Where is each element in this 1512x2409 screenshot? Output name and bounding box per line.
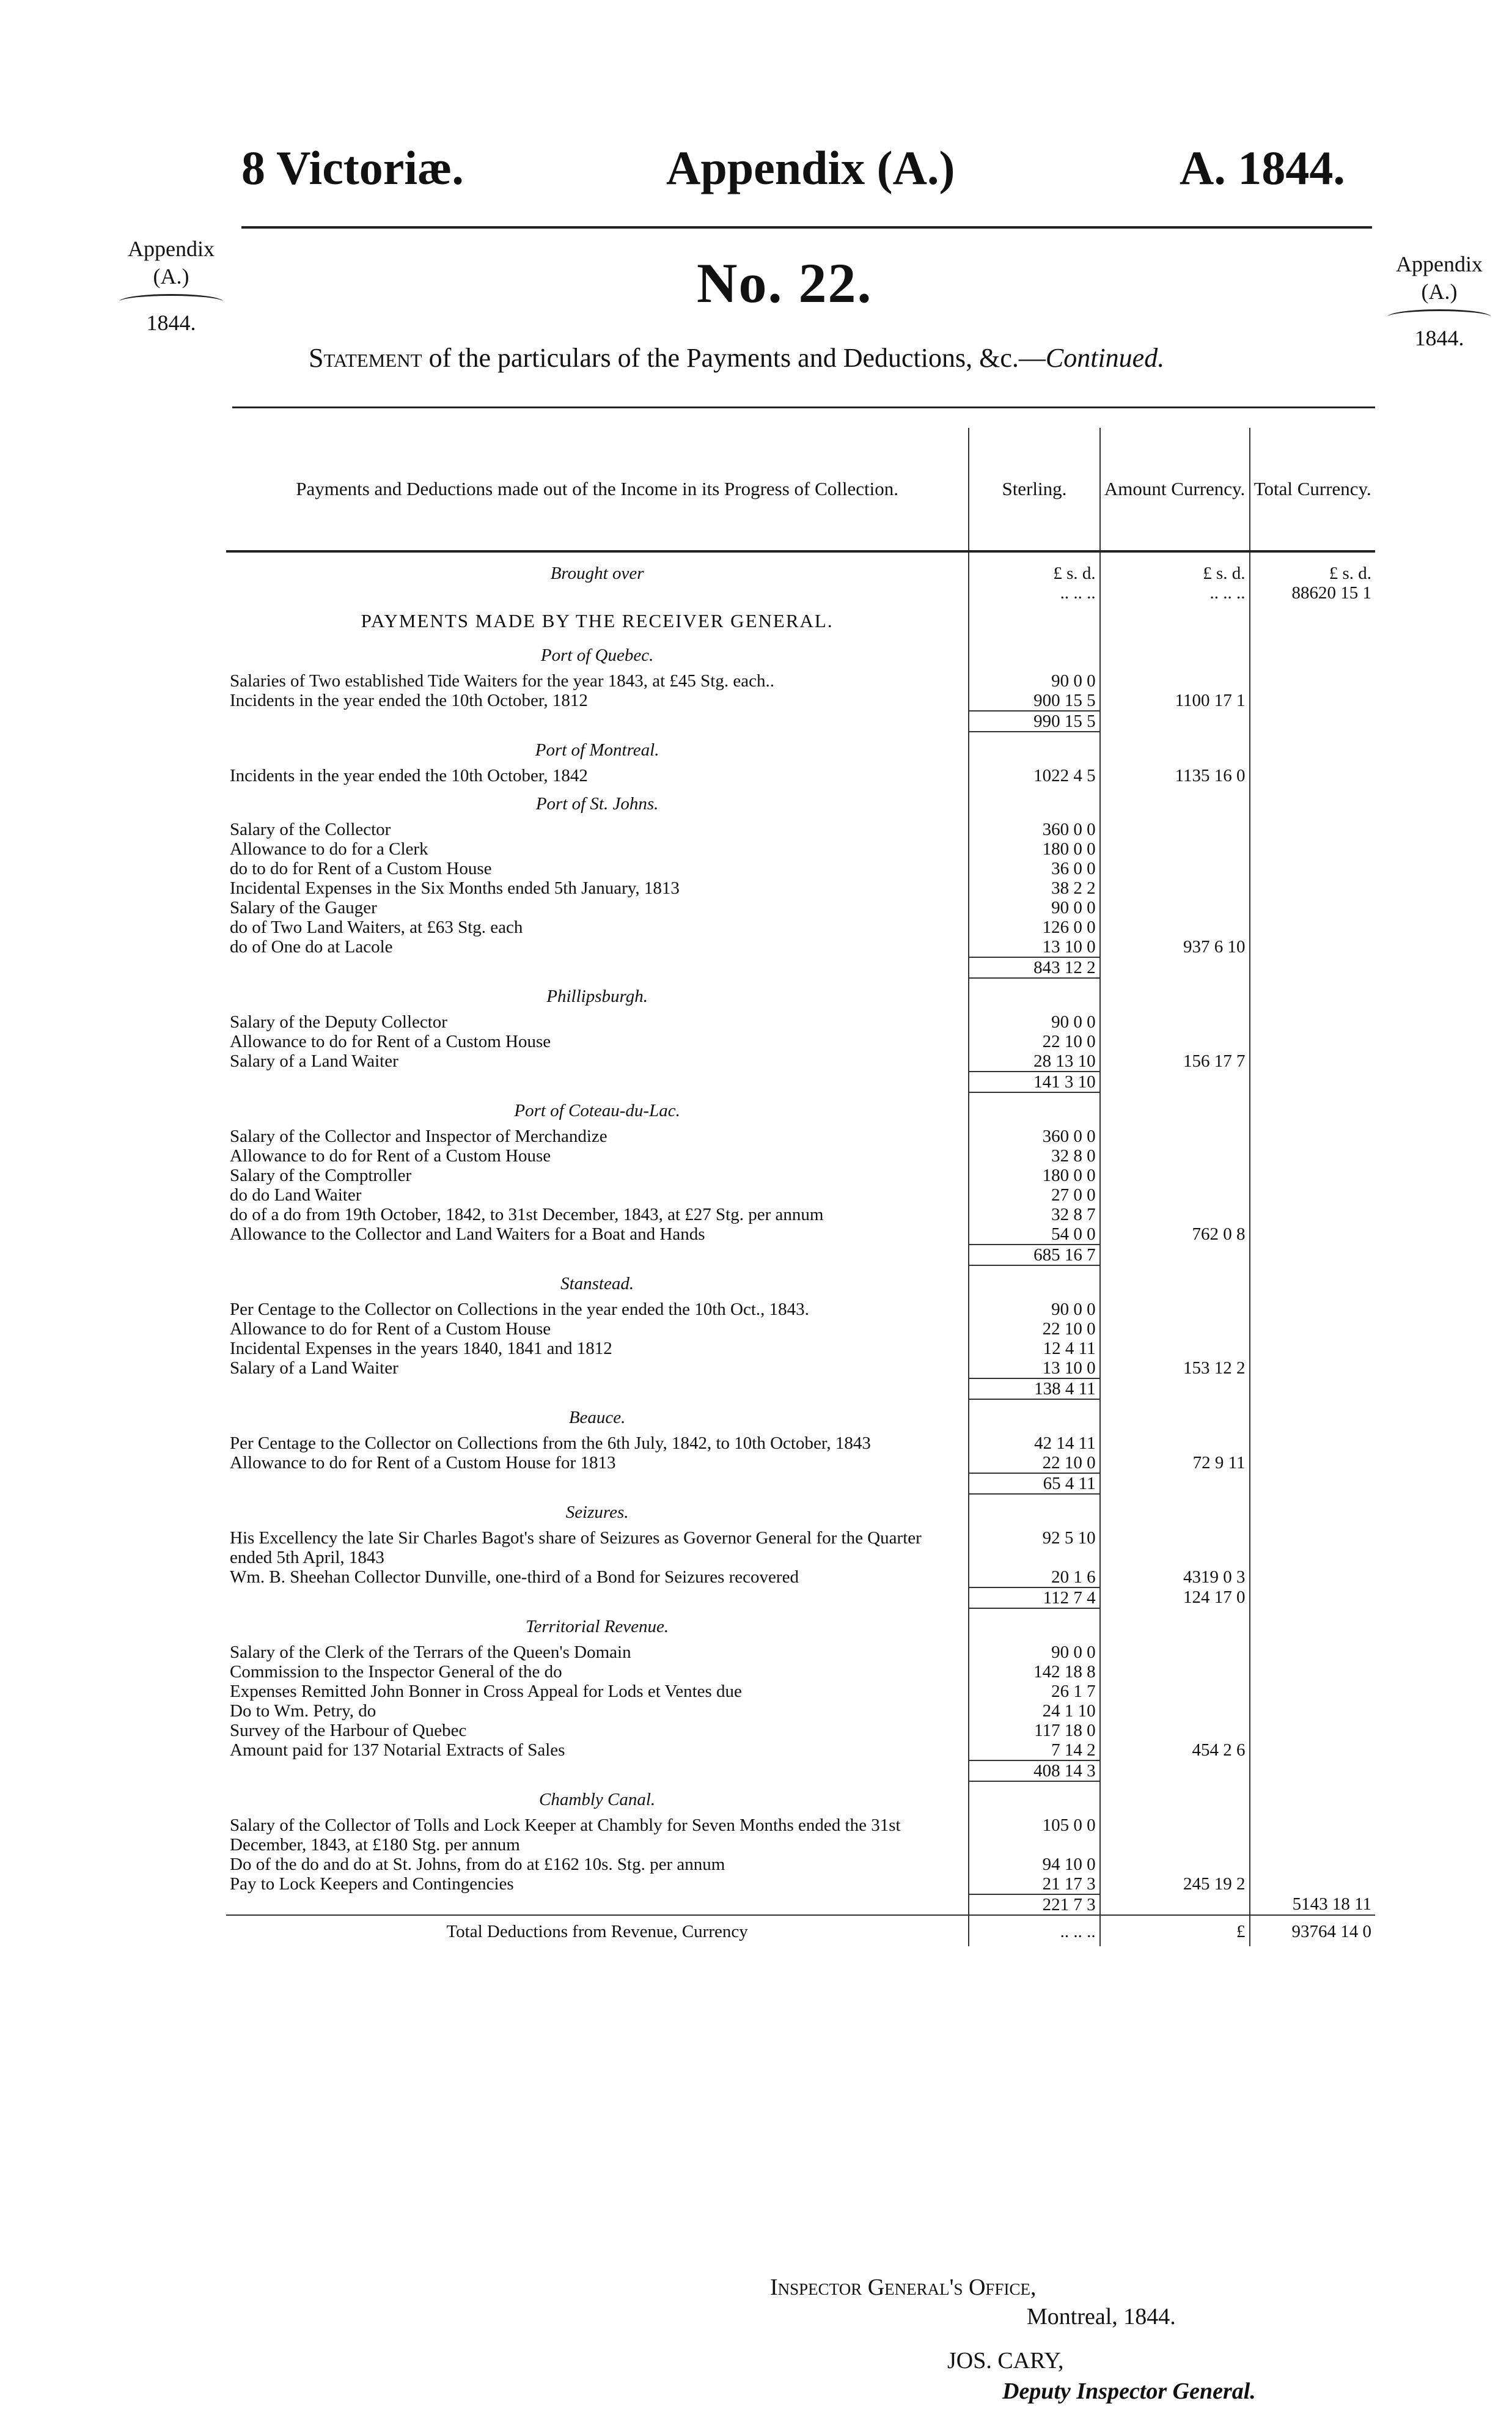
row-sterling: 12 4 11 [969, 1339, 1099, 1358]
row-sterling: 900 15 5 [969, 691, 1099, 711]
place-line: Montreal, 1844. [1027, 2304, 1176, 2330]
row-sterling: 7 14 2 [969, 1740, 1099, 1760]
row-description: Salary of the Clerk of the Terrars of the Queen's Domain [230, 1642, 631, 1662]
row-total [1250, 1166, 1376, 1185]
margin-right-label: Appendix [1396, 252, 1483, 276]
row-description: Allowance to do for Rent of a Custom House for 1813 [230, 1453, 616, 1473]
subtotal-row [226, 1473, 1375, 1494]
table-row [226, 1051, 1375, 1072]
row-total [1250, 1358, 1376, 1378]
section-subtotal: 112 7 4 [969, 1587, 1099, 1608]
table-row [226, 1682, 1375, 1701]
row-total [1250, 1528, 1376, 1567]
subtotal-row [226, 1072, 1375, 1092]
margin-right-year: 1844. [1414, 326, 1464, 350]
row-amount: 156 17 7 [1100, 1051, 1250, 1072]
section-heading-row [226, 785, 1375, 820]
row-description: Allowance to the Collector and Land Waiters for a Boat and Hands [230, 1224, 705, 1244]
row-amount [1100, 671, 1250, 691]
section-amount-extra [1100, 1894, 1250, 1915]
table-row [226, 1012, 1375, 1032]
units-amount: £ s. d. .. .. .. [1100, 551, 1250, 603]
row-total [1250, 1012, 1376, 1032]
row-sterling: 36 0 0 [969, 859, 1099, 878]
section-heading-row [226, 1608, 1375, 1642]
table-row [226, 1815, 1375, 1855]
row-sterling: 90 0 0 [969, 1642, 1099, 1662]
table-row [226, 1339, 1375, 1358]
section-heading-row [226, 1494, 1375, 1528]
row-total [1250, 1433, 1376, 1453]
row-description: Salary of the Collector of Tolls and Lock Keeper at Chambly for Seven Months ended the 31st December, 1843, at £180 Stg. per annum [230, 1815, 901, 1855]
row-amount [1100, 1205, 1250, 1224]
row-total [1250, 1032, 1376, 1051]
row-total [1250, 1319, 1376, 1339]
section-heading-row [226, 732, 1375, 766]
row-amount: 4319 0 3 [1100, 1567, 1250, 1587]
row-amount [1100, 1185, 1250, 1205]
row-amount [1100, 1528, 1250, 1567]
row-amount: 454 2 6 [1100, 1740, 1250, 1760]
row-amount [1100, 1319, 1250, 1339]
section-total [1250, 1378, 1376, 1399]
table-row [226, 1662, 1375, 1682]
row-amount [1100, 839, 1250, 859]
grand-total-currency: £ [1100, 1915, 1250, 1946]
row-sterling: 42 14 11 [969, 1433, 1099, 1453]
table-row [226, 1127, 1375, 1146]
row-amount [1100, 820, 1250, 839]
deductions-table [226, 428, 1375, 1946]
row-amount [1100, 1127, 1250, 1146]
row-description: Do of the do and do at St. Johns, from do at £162 10s. Stg. per annum [230, 1855, 725, 1874]
table-row [226, 671, 1375, 691]
section-total [1250, 1760, 1376, 1781]
row-description: Salary of the Deputy Collector [230, 1012, 447, 1032]
row-total [1250, 839, 1376, 859]
table-row [226, 1205, 1375, 1224]
row-total [1250, 1740, 1376, 1760]
row-description: Salaries of Two established Tide Waiters for the year 1843, at £45 Stg. each.. [230, 671, 774, 691]
table-row [226, 1701, 1375, 1721]
row-sterling: 32 8 0 [969, 1146, 1099, 1166]
row-description: do of Two Land Waiters, at £63 Stg. each [230, 918, 523, 937]
section-subtotal: 65 4 11 [969, 1473, 1099, 1494]
section-heading: Phillipsburgh. [546, 987, 648, 1006]
section-heading-row [226, 1092, 1375, 1127]
table-row [226, 918, 1375, 937]
section-subtotal: 843 12 2 [969, 957, 1099, 978]
grand-total-row [226, 1915, 1375, 1946]
subtotal-row [226, 957, 1375, 978]
row-sterling: 27 0 0 [969, 1185, 1099, 1205]
table-row [226, 937, 1375, 957]
row-total [1250, 1205, 1376, 1224]
table-row [226, 1642, 1375, 1662]
row-sterling: 92 5 10 [969, 1528, 1099, 1567]
office-line: Inspector General's Office, [770, 2275, 1037, 2300]
row-sterling: 26 1 7 [969, 1682, 1099, 1701]
row-amount [1100, 859, 1250, 878]
row-description: Survey of the Harbour of Quebec [230, 1721, 467, 1740]
row-amount [1100, 1012, 1250, 1032]
row-sterling: 13 10 0 [969, 1358, 1099, 1378]
units-row [226, 551, 1375, 603]
row-sterling: 13 10 0 [969, 937, 1099, 957]
section-total [1250, 711, 1376, 732]
row-description: Per Centage to the Collector on Collections from the 6th July, 1842, to 10th October, 1843 [230, 1433, 871, 1453]
row-sterling: 22 10 0 [969, 1453, 1099, 1473]
section-heading: Chambly Canal. [539, 1790, 656, 1809]
row-description: Salary of the Collector [230, 820, 391, 839]
section-heading-row [226, 637, 1375, 671]
row-total [1250, 898, 1376, 918]
table-row [226, 1146, 1375, 1166]
brought-over-total: 88620 15 1 [1291, 583, 1371, 603]
row-description: Per Centage to the Collector on Collections in the year ended the 10th Oct., 1843. [230, 1300, 809, 1319]
row-sterling: 22 10 0 [969, 1319, 1099, 1339]
row-description: Wm. B. Sheehan Collector Dunville, one-third of a Bond for Seizures recovered [230, 1567, 799, 1587]
section-amount-extra [1100, 1473, 1250, 1494]
row-total [1250, 820, 1376, 839]
row-amount: 72 9 11 [1100, 1453, 1250, 1473]
row-amount [1100, 1166, 1250, 1185]
margin-right [1381, 251, 1497, 352]
row-sterling: 28 13 10 [969, 1051, 1099, 1072]
table-body [226, 551, 1375, 1946]
row-amount [1100, 1300, 1250, 1319]
row-description: Incidents in the year ended the 10th October, 1842 [230, 766, 588, 785]
section-heading: Stanstead. [560, 1274, 634, 1293]
section-heading: Seizures. [565, 1502, 629, 1522]
row-sterling: 180 0 0 [969, 839, 1099, 859]
row-sterling: 142 18 8 [969, 1662, 1099, 1682]
row-sterling: 360 0 0 [969, 1127, 1099, 1146]
row-total [1250, 1224, 1376, 1245]
row-sterling: 126 0 0 [969, 918, 1099, 937]
row-amount: 937 6 10 [1100, 937, 1250, 957]
row-total [1250, 1642, 1376, 1662]
section-heading-row [226, 1399, 1375, 1433]
row-description: do of One do at Lacole [230, 937, 393, 957]
row-amount [1100, 1032, 1250, 1051]
table-row [226, 1855, 1375, 1874]
row-total [1250, 1453, 1376, 1473]
section-amount-extra: 124 17 0 [1100, 1587, 1250, 1608]
row-sterling: 90 0 0 [969, 1300, 1099, 1319]
row-amount [1100, 898, 1250, 918]
subtotal-row [226, 711, 1375, 732]
subtitle-statement: Statement [309, 343, 422, 373]
row-sterling: 24 1 10 [969, 1701, 1099, 1721]
receiver-heading-row [226, 603, 1375, 637]
row-total [1250, 766, 1376, 785]
row-sterling: 20 1 6 [969, 1567, 1099, 1587]
subtotal-row [226, 1760, 1375, 1781]
table-row [226, 1358, 1375, 1378]
section-total [1250, 1245, 1376, 1265]
section-subtotal: 990 15 5 [969, 711, 1099, 732]
title-rule [232, 406, 1375, 408]
table-row [226, 1224, 1375, 1245]
row-description: Allowance to do for Rent of a Custom House [230, 1319, 551, 1339]
row-total [1250, 1185, 1376, 1205]
section-heading: Beauce. [568, 1408, 626, 1427]
subtitle-text: of the particulars of the Payments and Deductions, &c.— [428, 343, 1046, 373]
section-heading-row [226, 1265, 1375, 1300]
section-heading: Territorial Revenue. [526, 1617, 669, 1636]
section-subtotal: 685 16 7 [969, 1245, 1099, 1265]
section-amount-extra [1100, 1378, 1250, 1399]
section-amount-extra [1100, 1245, 1250, 1265]
row-description: Incidental Expenses in the years 1840, 1841 and 1812 [230, 1339, 612, 1358]
subtotal-row [226, 1378, 1375, 1399]
signatory-role: Deputy Inspector General. [1002, 2378, 1256, 2404]
table-row [226, 839, 1375, 859]
table-row [226, 1319, 1375, 1339]
table-row [226, 1032, 1375, 1051]
row-description: Salary of a Land Waiter [230, 1051, 398, 1071]
subtotal-row [226, 1245, 1375, 1265]
row-sterling: 38 2 2 [969, 878, 1099, 898]
row-description: Allowance to do for Rent of a Custom House [230, 1146, 551, 1166]
row-sterling: 105 0 0 [969, 1815, 1099, 1855]
row-sterling: 22 10 0 [969, 1032, 1099, 1051]
table-row [226, 1433, 1375, 1453]
section-amount-extra [1100, 957, 1250, 978]
row-sterling: 117 18 0 [969, 1721, 1099, 1740]
row-total [1250, 1721, 1376, 1740]
row-description: do of a do from 19th October, 1842, to 31st December, 1843, at £27 Stg. per annum [230, 1205, 824, 1224]
section-amount-extra [1100, 1760, 1250, 1781]
section-heading-row [226, 1781, 1375, 1815]
row-description: Incidental Expenses in the Six Months ended 5th January, 1813 [230, 878, 680, 898]
row-total [1250, 1127, 1376, 1146]
header-left: 8 Victoriæ. [241, 141, 464, 194]
row-total [1250, 1701, 1376, 1721]
row-description: Amount paid for 137 Notarial Extracts of Sales [230, 1740, 565, 1760]
row-amount [1100, 1815, 1250, 1855]
row-amount: 762 0 8 [1100, 1224, 1250, 1245]
grand-total-dots: .. .. .. [969, 1915, 1099, 1946]
row-description: His Excellency the late Sir Charles Bagot's share of Seizures as Governor General for the Quarter ended 5th April, 1843 [230, 1528, 922, 1567]
section-amount-extra [1100, 1072, 1250, 1092]
section-total: 5143 18 11 [1250, 1894, 1376, 1915]
section-heading: Port of St. Johns. [535, 794, 659, 814]
grand-total-label: Total Deductions from Revenue, Currency [226, 1915, 969, 1946]
margin-right-brace [1387, 309, 1491, 325]
row-description: do do Land Waiter [230, 1185, 362, 1205]
row-amount [1100, 1682, 1250, 1701]
table-row [226, 1528, 1375, 1567]
table-row [226, 1740, 1375, 1760]
table-header-row [226, 428, 1375, 551]
margin-left-label: Appendix [128, 237, 215, 261]
section-heading: Port of Coteau-du-Lac. [514, 1101, 680, 1120]
section-heading: Port of Quebec. [540, 645, 654, 665]
section-total [1250, 1587, 1376, 1608]
row-description: do to do for Rent of a Custom House [230, 859, 492, 878]
row-total [1250, 1051, 1376, 1072]
table-row [226, 1300, 1375, 1319]
row-amount [1100, 1701, 1250, 1721]
col-description-header: Payments and Deductions made out of the Income in its Progress of Collection. [226, 428, 969, 551]
table-row [226, 1567, 1375, 1587]
col-sterling-header: Sterling. [969, 428, 1099, 551]
row-description: Allowance to do for a Clerk [230, 839, 428, 859]
row-amount: 153 12 2 [1100, 1358, 1250, 1378]
table-row [226, 878, 1375, 898]
section-subtotal: 221 7 3 [969, 1894, 1099, 1915]
table-row [226, 1721, 1375, 1740]
section-total [1250, 1473, 1376, 1494]
section-heading: Port of Montreal. [535, 740, 659, 760]
row-total [1250, 1874, 1376, 1894]
table-row [226, 1166, 1375, 1185]
row-total [1250, 671, 1376, 691]
margin-left [113, 235, 229, 337]
row-total [1250, 1300, 1376, 1319]
section-total [1250, 1072, 1376, 1092]
row-total [1250, 859, 1376, 878]
row-amount [1100, 878, 1250, 898]
table-row [226, 859, 1375, 878]
row-amount [1100, 1642, 1250, 1662]
row-total [1250, 1855, 1376, 1874]
row-amount [1100, 1339, 1250, 1358]
section-subtotal: 138 4 11 [969, 1378, 1099, 1399]
table-row [226, 820, 1375, 839]
header-center: Appendix (A.) [666, 141, 955, 194]
col-total-header: Total Currency. [1250, 428, 1376, 551]
units-sterling: £ s. d. .. .. .. [969, 551, 1099, 603]
row-description: Salary of the Comptroller [230, 1166, 412, 1185]
row-amount [1100, 1146, 1250, 1166]
subtitle-continued: Continued. [1045, 343, 1165, 373]
row-amount: 1100 17 1 [1100, 691, 1250, 711]
margin-left-year: 1844. [146, 311, 196, 335]
row-total [1250, 1682, 1376, 1701]
row-total [1250, 1815, 1376, 1855]
row-description: Salary of the Collector and Inspector of Merchandize [230, 1127, 607, 1146]
row-amount: 245 19 2 [1100, 1874, 1250, 1894]
row-description: Salary of the Gauger [230, 898, 377, 918]
row-sterling: 32 8 7 [969, 1205, 1099, 1224]
table-row [226, 691, 1375, 711]
row-description: Pay to Lock Keepers and Contingencies [230, 1874, 514, 1894]
row-total [1250, 691, 1376, 711]
row-total [1250, 1339, 1376, 1358]
row-description: Do to Wm. Petry, do [230, 1701, 376, 1721]
row-total [1250, 918, 1376, 937]
header-right: A. 1844. [1180, 141, 1345, 194]
document-subtitle [309, 342, 1348, 373]
table-row [226, 1453, 1375, 1473]
table-row [226, 1874, 1375, 1894]
section-amount-extra [1100, 711, 1250, 732]
signatory-name: JOS. CARY, [947, 2348, 1064, 2374]
table-row [226, 1185, 1375, 1205]
row-total [1250, 1146, 1376, 1166]
subtotal-row [226, 1587, 1375, 1608]
section-total [1250, 957, 1376, 978]
document-number: No. 22. [697, 252, 873, 314]
section-heading-row [226, 978, 1375, 1012]
receiver-general-heading: PAYMENTS MADE BY THE RECEIVER GENERAL. [361, 610, 834, 631]
row-sterling: 1022 4 5 [969, 766, 1099, 785]
margin-right-sub: (A.) [1421, 279, 1458, 304]
table-row [226, 766, 1375, 785]
row-total [1250, 1662, 1376, 1682]
row-sterling: 180 0 0 [969, 1166, 1099, 1185]
row-amount [1100, 1662, 1250, 1682]
table-row [226, 898, 1375, 918]
row-total [1250, 878, 1376, 898]
section-subtotal: 408 14 3 [969, 1760, 1099, 1781]
margin-left-sub: (A.) [153, 264, 189, 289]
grand-total-value: 93764 14 0 [1250, 1915, 1376, 1946]
section-subtotal: 141 3 10 [969, 1072, 1099, 1092]
units-total: £ s. d. 88620 15 1 [1250, 551, 1376, 603]
row-sterling: 21 17 3 [969, 1874, 1099, 1894]
row-description: Allowance to do for Rent of a Custom House [230, 1032, 551, 1051]
brought-over-label: Brought over [550, 564, 644, 583]
row-description: Expenses Remitted John Bonner in Cross Appeal for Lods et Ventes due [230, 1682, 742, 1701]
row-amount [1100, 1721, 1250, 1740]
row-amount: 1135 16 0 [1100, 766, 1250, 785]
subtotal-row [226, 1894, 1375, 1915]
col-amount-header: Amount Currency. [1100, 428, 1250, 551]
row-sterling: 90 0 0 [969, 671, 1099, 691]
row-amount [1100, 1855, 1250, 1874]
header-rule [241, 226, 1372, 229]
margin-left-brace [119, 294, 223, 309]
row-sterling: 90 0 0 [969, 1012, 1099, 1032]
row-total [1250, 937, 1376, 957]
row-description: Commission to the Inspector General of the do [230, 1662, 562, 1682]
row-description: Incidents in the year ended the 10th October, 1812 [230, 691, 588, 710]
row-total [1250, 1567, 1376, 1587]
row-amount [1100, 1433, 1250, 1453]
row-sterling: 360 0 0 [969, 820, 1099, 839]
row-sterling: 54 0 0 [969, 1224, 1099, 1245]
row-sterling: 90 0 0 [969, 898, 1099, 918]
row-description: Salary of a Land Waiter [230, 1358, 398, 1378]
row-sterling: 94 10 0 [969, 1855, 1099, 1874]
row-amount [1100, 918, 1250, 937]
